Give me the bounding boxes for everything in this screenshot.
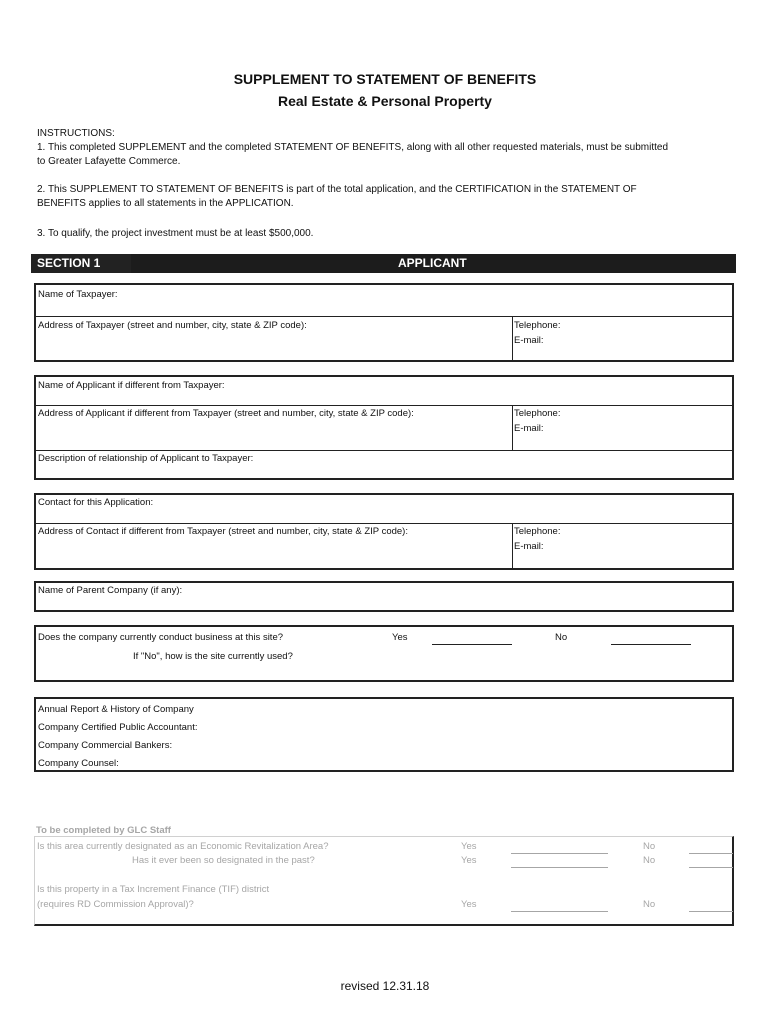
glc-q1-yes: Yes	[461, 841, 477, 852]
section-1-title: APPLICANT	[398, 256, 467, 270]
contact-telephone-field[interactable]: Telephone:	[514, 526, 561, 537]
contact-email-field[interactable]: E-mail:	[514, 541, 544, 552]
business-no-label: No	[555, 632, 568, 643]
glc-q3b: (requires RD Commission Approval)?	[37, 899, 194, 910]
parent-company-field[interactable]: Name of Parent Company (if any):	[38, 585, 183, 596]
glc-q1-no-blank[interactable]	[689, 853, 733, 854]
applicant-email-field[interactable]: E-mail:	[514, 423, 544, 434]
glc-q1-no: No	[643, 841, 656, 852]
taxpayer-name-field[interactable]: Name of Taxpayer:	[38, 289, 118, 300]
taxpayer-telephone-field[interactable]: Telephone:	[514, 320, 561, 331]
annual-report-field[interactable]: Annual Report & History of Company	[38, 704, 194, 715]
business-no-blank[interactable]	[611, 644, 691, 645]
taxpayer-email-field[interactable]: E-mail:	[514, 335, 544, 346]
business-followup[interactable]: If "No", how is the site currently used?	[133, 651, 293, 662]
glc-box	[34, 836, 734, 926]
taxpayer-box	[34, 283, 734, 362]
counsel-field[interactable]: Company Counsel:	[38, 758, 119, 769]
glc-q1-yes-blank[interactable]	[511, 853, 608, 854]
bankers-field[interactable]: Company Commercial Bankers:	[38, 740, 173, 751]
revised-date: revised 12.31.18	[340, 979, 430, 993]
instruction-2: 2. This SUPPLEMENT TO STATEMENT OF BENEFITS is part of the total application, and the CERTIFICATION in the STATEMENT OF BENEFITS applies to all statements in the APPLICATION.	[37, 184, 637, 209]
glc-q2-yes-blank[interactable]	[511, 867, 608, 868]
glc-q3-yes: Yes	[461, 899, 477, 910]
applicant-name-field[interactable]: Name of Applicant if different from Taxpayer:	[38, 380, 225, 391]
applicant-relationship-field[interactable]: Description of relationship of Applicant to Taxpayer:	[38, 453, 254, 464]
form-title: SUPPLEMENT TO STATEMENT OF BENEFITS	[233, 71, 537, 87]
glc-q3a: Is this property in a Tax Increment Finance (TIF) district	[37, 884, 270, 895]
contact-box	[34, 493, 734, 570]
glc-q2-no: No	[643, 855, 656, 866]
glc-q2-yes: Yes	[461, 855, 477, 866]
business-site-box	[34, 625, 734, 682]
glc-q3-no: No	[643, 899, 656, 910]
glc-q3-yes-blank[interactable]	[511, 911, 608, 912]
taxpayer-address-field[interactable]: Address of Taxpayer (street and number, city, state & ZIP code):	[38, 320, 307, 331]
form-subtitle: Real Estate & Personal Property	[278, 93, 492, 109]
glc-q1: Is this area currently designated as an Economic Revitalization Area?	[37, 841, 329, 852]
instruction-1: 1. This completed SUPPLEMENT and the completed STATEMENT OF BENEFITS, along with all other requested materials, must be submitted to Greater Lafayette Commerce.	[37, 142, 669, 167]
applicant-box	[34, 375, 734, 480]
business-question: Does the company currently conduct business at this site?	[38, 632, 284, 643]
contact-name-field[interactable]: Contact for this Application:	[38, 497, 154, 508]
applicant-telephone-field[interactable]: Telephone:	[514, 408, 561, 419]
section-1-label: SECTION 1	[37, 256, 101, 270]
business-yes-blank[interactable]	[432, 644, 512, 645]
glc-q2-no-blank[interactable]	[689, 867, 733, 868]
applicant-address-field[interactable]: Address of Applicant if different from Taxpayer (street and number, city, state & ZIP code):	[38, 408, 414, 419]
contact-address-field[interactable]: Address of Contact if different from Taxpayer (street and number, city, state & ZIP code):	[38, 526, 408, 537]
glc-heading: To be completed by GLC Staff	[36, 825, 171, 836]
cpa-field[interactable]: Company Certified Public Accountant:	[38, 722, 198, 733]
glc-q2: Has it ever been so designated in the past?	[132, 855, 315, 866]
glc-q3-no-blank[interactable]	[689, 911, 733, 912]
instructions-heading: INSTRUCTIONS:	[37, 128, 115, 139]
parent-company-box	[34, 581, 734, 612]
company-info-box	[34, 697, 734, 772]
instruction-3: 3. To qualify, the project investment must be at least $500,000.	[37, 228, 314, 239]
business-yes-label: Yes	[392, 632, 408, 643]
section-1-header	[31, 254, 736, 273]
